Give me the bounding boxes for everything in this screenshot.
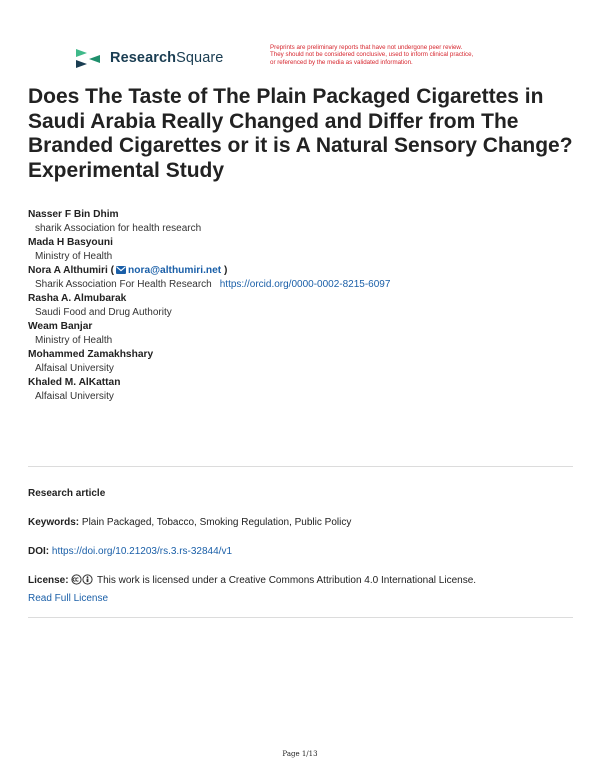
license-line xyxy=(28,574,576,590)
author-name: Rasha A. Almubarak xyxy=(28,293,127,304)
author-entry xyxy=(28,264,576,292)
author-name: Nasser F Bin Dhim xyxy=(28,209,119,220)
paper-title: Does The Taste of The Plain Packaged Cigarettes in Saudi Arabia Really Changed and Differ from The Branded Cigarettes or it is A Natural Sensory Change? Experimental Study xyxy=(28,85,573,182)
author-name: Mohammed Zamakhshary xyxy=(28,349,154,360)
author-email-link[interactable]: nora@althumiri.net xyxy=(128,265,222,276)
brand-name-square: Square xyxy=(176,50,224,66)
preprint-notice xyxy=(270,44,540,66)
author-entry xyxy=(28,320,576,348)
author-affiliation: Saudi Food and Drug Authority xyxy=(35,307,172,318)
email-close-paren: ) xyxy=(221,265,228,276)
author-affiliation: sharik Association for health research xyxy=(35,223,202,234)
author-name: Nora A Althumiri xyxy=(28,265,108,276)
author-entry xyxy=(28,348,576,376)
author-affiliation: Ministry of Health xyxy=(35,251,113,262)
preprint-notice-line: or referenced by the media as validated information. xyxy=(270,58,413,66)
page-number: Page 1/13 xyxy=(282,750,318,758)
author-name: Mada H Basyouni xyxy=(28,237,113,248)
doi-label: DOI: xyxy=(28,546,50,557)
doi-link[interactable]: https://doi.org/10.21203/rs.3.rs-32844/v1 xyxy=(51,546,233,557)
author-entry xyxy=(28,292,576,320)
author-affiliation: Sharik Association For Health Research xyxy=(35,279,212,290)
author-name-corresponding xyxy=(28,264,576,278)
author-affiliation: Alfaisal University xyxy=(35,391,114,402)
license-text: This work is licensed under a Creative Commons Attribution 4.0 International License. xyxy=(96,575,477,586)
license-label: License: xyxy=(28,575,69,586)
cc-by-icon xyxy=(71,574,94,590)
keywords-line xyxy=(28,516,576,530)
author-name: Khaled M. AlKattan xyxy=(28,377,121,388)
keywords-label: Keywords: xyxy=(28,517,80,528)
research-square-logo[interactable] xyxy=(74,46,223,70)
license-link-line xyxy=(28,592,576,606)
author-affiliation: Alfaisal University xyxy=(35,363,114,374)
author-entry xyxy=(28,236,576,264)
author-list xyxy=(28,208,576,404)
doi-line xyxy=(28,545,576,559)
read-full-license-link[interactable]: Read Full License xyxy=(28,593,109,604)
article-type: Research article xyxy=(28,488,106,499)
brand-name xyxy=(110,50,223,66)
orcid-link[interactable]: https://orcid.org/0000-0002-8215-6097 xyxy=(219,279,391,290)
section-divider xyxy=(28,466,573,467)
page-header xyxy=(74,44,534,76)
author-affiliation: Ministry of Health xyxy=(35,335,113,346)
keywords-value: Plain Packaged, Tobacco, Smoking Regulation, Public Policy xyxy=(81,517,352,528)
email-open-paren: ( xyxy=(107,265,115,276)
preprint-notice-line: Preprints are preliminary reports that have not undergone peer review. xyxy=(270,44,463,51)
author-entry xyxy=(28,208,576,236)
mail-icon xyxy=(116,265,126,279)
author-name: Weam Banjar xyxy=(28,321,93,332)
preprint-notice-line: They should not be considered conclusive, used to inform clinical practice, xyxy=(270,51,474,59)
author-affiliation-row xyxy=(28,278,576,292)
section-divider xyxy=(28,617,573,618)
brand-name-research: Research xyxy=(110,50,177,66)
author-entry xyxy=(28,376,576,404)
research-square-logo-icon xyxy=(74,46,102,70)
